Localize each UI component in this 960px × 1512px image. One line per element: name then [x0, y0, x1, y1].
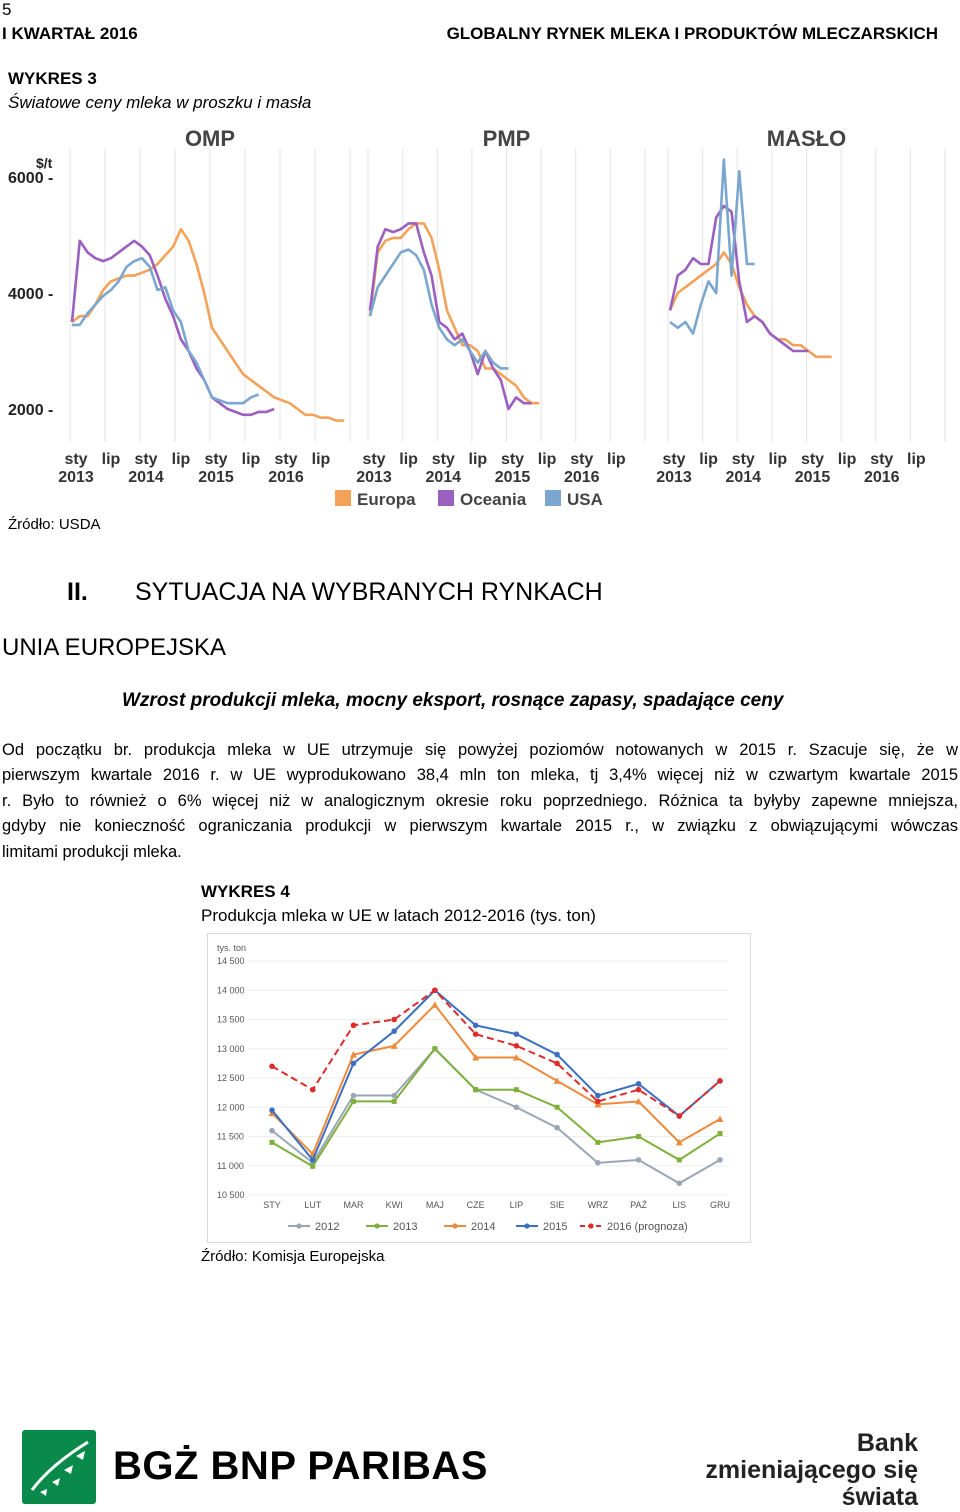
fig3-x-tick-year: 2015 [198, 469, 234, 486]
fig4-series-line [272, 1005, 720, 1154]
header-quarter: I KWARTAŁ 2016 [2, 24, 138, 43]
fig4-x-tick: LUT [304, 1200, 322, 1210]
fig4-legend-marker [588, 1223, 593, 1228]
fig4-x-tick: STY [263, 1200, 281, 1210]
fig3-panel-title: PMP [482, 126, 531, 151]
fig4-point [269, 1107, 275, 1113]
fig4-x-tick: LIP [509, 1200, 524, 1210]
fig4-point [636, 1134, 641, 1139]
fig3-series-europa [370, 223, 539, 403]
fig4-point [718, 1131, 723, 1136]
fig4-point [595, 1140, 600, 1145]
fig4-point [636, 1087, 642, 1093]
tagline-line: świata [841, 1483, 918, 1511]
fig4-point [514, 1104, 520, 1110]
fig4-legend-label: 2012 [315, 1221, 340, 1233]
fig4-y-tick: 12 500 [217, 1073, 245, 1083]
fig3-x-tick-month: sty [274, 451, 298, 468]
fig3-x-tick-year: 2014 [128, 469, 164, 486]
fig3-x-tick-year: 2013 [656, 469, 692, 486]
fig4-y-tick: 12 000 [217, 1102, 245, 1113]
fig4-point [595, 1093, 601, 1099]
fig3-legend-swatch [335, 490, 351, 506]
bank-logo-icon [22, 1430, 96, 1504]
fig4-point [595, 1099, 601, 1105]
paragraph-line: Od początku br. produkcja mleka w UE utrzymuje się powyżej poziomów notowanych w 2015 r. Szacuje się, że w [2, 741, 958, 759]
fig4-point [351, 1093, 357, 1099]
fig4-x-tick: MAJ [425, 1200, 444, 1210]
figure4-label: WYKRES 4 [201, 882, 290, 901]
fig3-x-tick-month: sty [870, 451, 894, 468]
fig4-legend-label: 2016 (prognoza) [607, 1221, 688, 1233]
fig3-legend-label: Europa [357, 490, 416, 509]
figure3-label: WYKRES 3 [8, 69, 97, 88]
fig4-point [554, 1052, 560, 1058]
fig3-x-tick-month: sty [570, 451, 594, 468]
fig3-x-tick-year: 2016 [863, 469, 900, 486]
fig3-x-tick-month: sty [134, 451, 158, 468]
fig3-x-tick-month: lip [171, 451, 191, 468]
fig3-x-tick-month: sty [362, 451, 386, 468]
fig4-point [269, 1064, 275, 1070]
fig4-point [391, 1017, 397, 1023]
paragraph-line: gdyby nie konieczność ograniczania produkcji w pierwszym kwartale 2015 r., w związku z obwiązującymi wówczas [2, 817, 958, 836]
fig3-legend-label: USA [567, 490, 603, 509]
fig4-point [310, 1157, 316, 1163]
fig3-x-tick-month: lip [837, 451, 857, 468]
fig3-x-tick-month: lip [699, 451, 718, 468]
fig3-unit: $/t [36, 155, 53, 171]
fig4-legend-marker [296, 1223, 301, 1228]
fig3-panel-title: OMP [184, 126, 236, 151]
fig3-x-tick-year: 2013 [58, 469, 94, 486]
figure4-title: Produkcja mleka w UE w latach 2012-2016 (tys. ton) [201, 906, 596, 925]
fig3-x-tick-month: lip [537, 451, 557, 468]
fig4-point [269, 1128, 275, 1134]
fig3-x-tick-month: lip [468, 451, 488, 468]
tagline-line: zmieniającego się [705, 1456, 918, 1484]
fig3-legend-swatch [545, 490, 561, 506]
fig4-point [677, 1157, 682, 1162]
fig4-point [351, 1061, 357, 1067]
fig4-point [432, 1046, 437, 1051]
fig4-y-tick: 11 500 [217, 1131, 244, 1142]
fig3-x-tick-month: sty [662, 451, 686, 468]
fig4-legend-marker [524, 1223, 529, 1228]
section-number: II. [67, 578, 88, 606]
fig3-x-tick-month: sty [204, 451, 228, 468]
fig4-y-tick: 13 500 [217, 1014, 245, 1025]
fig3-x-tick-month: sty [64, 451, 88, 468]
fig4-point [310, 1087, 316, 1093]
fig4-point [717, 1115, 724, 1122]
fig4-point [310, 1164, 315, 1169]
fig4-x-tick: WRZ [587, 1200, 609, 1210]
fig3-x-tick-year: 2013 [356, 469, 392, 486]
fig3-x-tick-month: sty [800, 451, 825, 468]
figure3-source: Źródło: USDA [8, 516, 101, 533]
fig3-x-tick-month: sty [731, 451, 755, 468]
fig3-x-tick-month: lip [768, 451, 788, 468]
fig3-y-tick: 2000 - [8, 402, 54, 419]
fig3-x-tick-month: lip [607, 451, 626, 468]
fig4-point [473, 1031, 479, 1037]
fig4-point [717, 1078, 723, 1084]
region-heading: UNIA EUROPEJSKA [2, 634, 227, 661]
fig3-x-tick-month: sty [431, 451, 455, 468]
fig4-x-tick: CZE [466, 1200, 485, 1210]
fig4-point [514, 1087, 519, 1092]
fig4-y-tick: 14 500 [217, 956, 245, 966]
tagline-line: Bank [856, 1429, 918, 1457]
fig3-x-tick-year: 2016 [563, 469, 600, 486]
fig3-legend-label: Oceania [460, 490, 527, 509]
fig4-y-tick: 11 000 [217, 1160, 244, 1171]
fig3-x-tick-month: sty [500, 451, 525, 468]
fig4-point [554, 1125, 560, 1131]
fig4-point [473, 1023, 479, 1029]
paragraph-line: r. Było to również o 6% więcej niż w analogicznym okresie roku poprzedniego. Różnica ta byłyby zapewne mniejsza, [2, 791, 958, 810]
fig4-point [555, 1105, 560, 1110]
fig4-point [717, 1157, 723, 1163]
fig4-point [391, 1028, 397, 1034]
fig4-y-tick: 10 500 [217, 1190, 245, 1200]
section-title-text: SYTUACJA NA WYBRANYCH RYNKACH [135, 578, 603, 606]
page-number: 5 [2, 0, 12, 19]
figure3-title: Światowe ceny mleka w proszku i masła [8, 93, 312, 112]
fig4-x-tick: PAŹ [630, 1200, 647, 1210]
fig4-unit: tys. ton [217, 943, 247, 953]
bank-tagline [705, 1430, 918, 1511]
fig4-x-tick: GRU [710, 1200, 730, 1210]
figure4-frame [207, 933, 751, 1243]
fig3-legend-swatch [438, 490, 454, 506]
fig4-point [636, 1081, 642, 1087]
fig4-point [554, 1061, 560, 1067]
figure3-chart [0, 118, 960, 518]
fig3-x-tick-month: lip [311, 451, 331, 468]
fig4-point [676, 1181, 682, 1187]
fig3-series-europa [670, 252, 832, 356]
fig3-series-oceania [72, 241, 274, 415]
fig3-x-tick-year: 2014 [425, 469, 462, 486]
fig4-point [636, 1157, 642, 1163]
paragraph-line: limitami produkcji mleka. [2, 842, 182, 861]
fig3-x-tick-year: 2015 [494, 469, 531, 486]
figure4-source: Źródło: Komisja Europejska [201, 1248, 385, 1265]
fig4-legend-label: 2015 [543, 1221, 568, 1233]
fig4-point [431, 1001, 438, 1008]
fig3-panel-title: MASŁO [766, 126, 847, 151]
fig4-y-tick: 14 000 [217, 985, 245, 996]
fig4-x-tick: SIE [549, 1200, 565, 1210]
fig4-point [473, 1087, 478, 1092]
header-title: GLOBALNY RYNEK MLEKA I PRODUKTÓW MLECZARSKICH [446, 24, 938, 43]
fig3-y-tick: 4000 - [8, 286, 54, 303]
fig4-legend-marker [452, 1223, 457, 1228]
fig3-x-tick-year: 2014 [725, 469, 762, 486]
fig4-point [351, 1023, 357, 1029]
fig4-point [595, 1160, 601, 1166]
subheading: Wzrost produkcji mleka, mocny eksport, rosnące zapasy, spadające ceny [122, 690, 784, 711]
fig4-point [270, 1140, 275, 1145]
fig3-x-tick-month: lip [101, 451, 121, 468]
fig3-y-tick: 6000 - [8, 170, 54, 187]
fig4-point [351, 1099, 356, 1104]
paragraph-line: pierwszym kwartale 2016 r. w UE wyprodukowano 38,4 mln ton mleka, tj 3,4% więcej niż w czwartym kwartale 2015 [2, 766, 958, 785]
bank-logo: BGŻ BNP PARIBAS [113, 1444, 488, 1488]
body-paragraph [2, 738, 958, 865]
fig4-y-tick: 13 000 [217, 1043, 245, 1054]
section-title [67, 578, 603, 607]
fig3-x-tick-year: 2016 [268, 469, 304, 486]
fig3-x-tick-month: lip [399, 451, 418, 468]
fig4-legend-marker [374, 1223, 379, 1228]
fig4-legend-label: 2014 [471, 1221, 496, 1233]
fig4-x-tick: KWI [385, 1200, 403, 1210]
figure4-chart [208, 934, 750, 1242]
fig3-x-tick-month: lip [241, 451, 261, 468]
fig3-x-tick-year: 2015 [794, 469, 831, 486]
fig4-point [392, 1099, 397, 1104]
fig4-point [432, 987, 438, 993]
fig4-x-tick: LIS [672, 1200, 687, 1210]
fig4-x-tick: MAR [343, 1200, 364, 1210]
fig4-point [514, 1043, 520, 1049]
fig4-series-line [272, 990, 720, 1160]
fig4-point [676, 1113, 682, 1119]
fig4-point [514, 1031, 520, 1037]
fig3-x-tick-month: lip [907, 451, 926, 468]
fig3-series-usa [72, 258, 259, 403]
fig4-legend-label: 2013 [393, 1221, 418, 1233]
